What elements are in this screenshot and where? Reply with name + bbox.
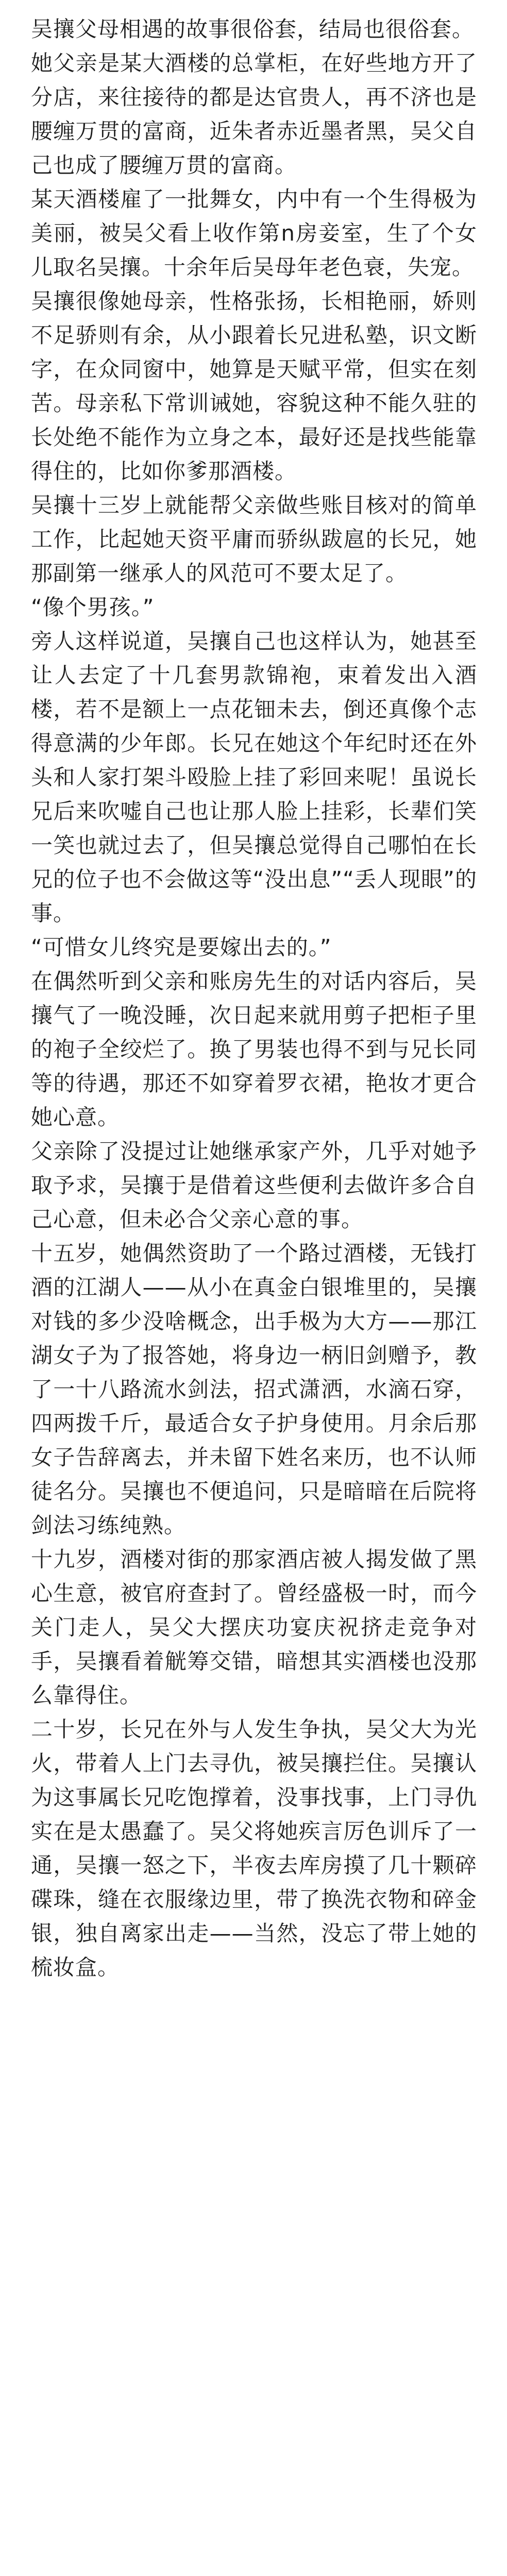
paragraph: 旁人这样说道，吴攘自己也这样认为，她甚至让人去定了十几套男款锦袍，束着发出入酒楼，若不是额上一点花钿未去，倒还真像个志得意满的少年郎。长兄在她这个年纪时还在外头和人家打架斗殴脸上挂了彩回来呢！虽说长兄后来吹嘘自己也让那人脸上挂彩，长辈们笑一笑也就过去了，但吴攘总觉得自己哪怕在长兄的位子也不会做这等“没出息”“丢人现眼”的事。 — [31, 629, 477, 926]
paragraph: 十九岁，酒楼对街的那家酒店被人揭发做了黑心生意，被官府查封了。曾经盛极一时，而今关门走人，吴父大摆庆功宴庆祝挤走竞争对手，吴攘看着觥筹交错，暗想其实酒楼也没那么靠得住。 — [31, 1547, 477, 1708]
paragraph: 她父亲是某大酒楼的总掌柜，在好些地方开了分店，来往接待的都是达官贵人，再不济也是腰缠万贯的富商，近朱者赤近墨者黑，吴父自己也成了腰缠万贯的富商。 — [31, 50, 477, 178]
paragraph: 十五岁，她偶然资助了一个路过酒楼，无钱打酒的江湖人——从小在真金白银堆里的，吴攘对钱的多少没啥概念，出手极为大方——那江湖女子为了报答她，将身边一柄旧剑赠予，教了一十八路流水剑法，招式潇洒，水滴石穿，四两拨千斤，最适合女子护身使用。月余后那女子告辞离去，并未留下姓名来历，也不认师徒名分。吴攘也不便追问，只是暗暗在后院将剑法习练纯熟。 — [31, 1241, 477, 1538]
paragraph: “像个男孩。” — [31, 595, 155, 620]
paragraph: 吴攘十三岁上就能帮父亲做些账目核对的简单工作，比起她天资平庸而骄纵跋扈的长兄，她那副第一继承人的风范可不要太足了。 — [31, 493, 477, 586]
paragraph: 吴攘很像她母亲，性格张扬，长相艳丽，娇则不足骄则有余，从小跟着长兄进私塾，识文断字，在众同窗中，她算是天赋平常，但实在刻苦。母亲私下常训诫她，容貌这种不能久驻的长处绝不能作为立身之本，最好还是找些能靠得住的，比如你爹那酒楼。 — [31, 289, 477, 484]
paragraph: 在偶然听到父亲和账房先生的对话内容后，吴攘气了一晚没睡，次日起来就用剪子把柜子里的袍子全绞烂了。换了男装也得不到与兄长同等的待遇，那还不如穿着罗衣裙，艳妆才更合她心意。 — [31, 969, 477, 1130]
paragraph: 父亲除了没提过让她继承家产外，几乎对她予取予求，吴攘于是借着这些便利去做许多合自己心意，但未必合父亲心意的事。 — [31, 1139, 477, 1232]
paragraph: “可惜女儿终究是要嫁出去的。” — [31, 935, 332, 960]
paragraph: 二十岁，长兄在外与人发生争执，吴父大为光火，带着人上门去寻仇，被吴攘拦住。吴攘认为这事属长兄吃饱撑着，没事找事，上门寻仇实在是太愚蠢了。吴父将她疾言厉色训斥了一通，吴攘一怒之下，半夜去库房摸了几十颗碎碟珠，缝在衣服缘边里，带了换洗衣物和碎金银，独自离家出走——当然，没忘了带上她的梳妆盒。 — [31, 1717, 477, 1980]
paragraph: 吴攘父母相遇的故事很俗套，结局也很俗套。 — [31, 16, 475, 42]
paragraph: 某天酒楼雇了一批舞女，内中有一个生得极为美丽，被吴父看上收作第n房妾室，生了个女儿取名吴攘。十余年后吴母年老色衰，失宠。 — [31, 187, 477, 280]
